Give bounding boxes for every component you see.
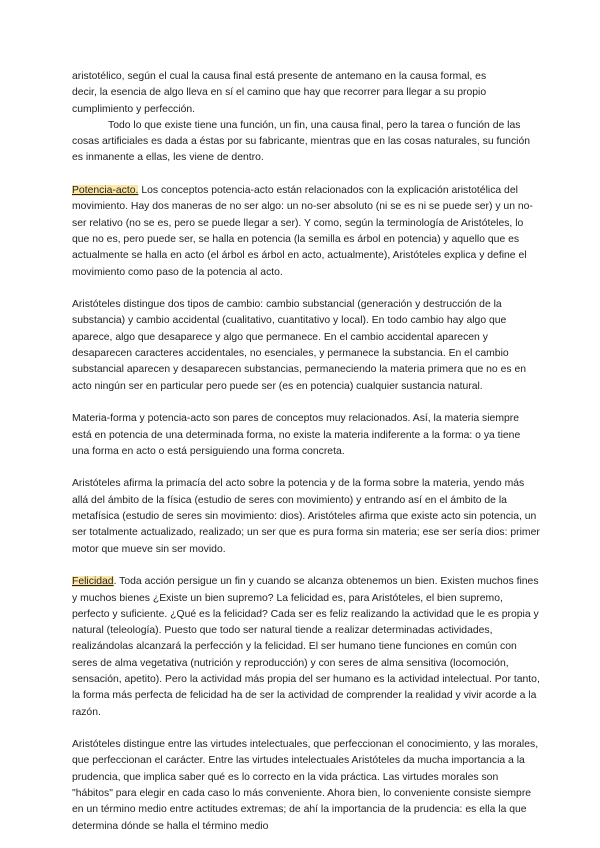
paragraph-function: Todo lo que existe tiene una función, un fin, una causa final, pero la tarea o función de las cosas artificiales es dada a éstas por su fabricante, mientras que en las cosas naturales, su función es inmanente a ellas, les viene de dentro. xyxy=(72,119,531,164)
text-line: decir, la esencia de algo lleva en sí el camino que hay que recorrer para llegar a su propio xyxy=(72,87,487,99)
paragraph-materia-forma: Materia-forma y potencia-acto son pares de conceptos muy relacionados. Así, la materia siempre está en potencia de una determinada forma, no existe la materia indiferente a la forma: o ya tiene una forma en acto o está persiguiendo una forma concreta. xyxy=(72,413,521,457)
paragraph-tipos-de-cambio: Aristóteles distingue dos tipos de cambio: cambio substancial (generación y destrucción de la substancia) y cambio accidental (cualitativo, cuantitativo y local). En todo cambio hay algo que aparece, algo que desaparece y algo que permanece. En el cambio accidental aparecen y desaparecen caracteres accidentales, no esenciales, y permanece la substancia. En el cambio substancial aparecen y desaparecen substancias, permaneciendo la materia primera que no es en acto ningún ser en particular pero puede ser (es en potencia) cualquier sustancia natural. xyxy=(72,299,526,392)
paragraph-felicidad xyxy=(72,574,540,721)
section-heading-potencia-acto: Potencia-acto. xyxy=(72,185,139,197)
paragraph-potencia-acto xyxy=(72,183,540,281)
paragraph-teleology-end xyxy=(72,69,540,167)
section-heading-felicidad: Felicidad xyxy=(72,576,114,588)
text-line: aristotélico, según el cual la causa final está presente de antemano en la causa formal, es xyxy=(72,71,487,82)
paragraph-virtudes: Aristóteles distingue entre las virtudes intelectuales, que perfeccionan el conocimiento, y las morales, que perfeccionan el carácter. Entre las virtudes intelectuales Aristóteles da mucha importancia a la prudencia, que implica saber qué es lo correcto en la vida práctica. Las virtudes morales son "hábitos" para elegir en cada caso lo más conveniente. Ahora bien, lo conveniente consiste siempre en un término medio entre actitudes extremas; de ahí la importancia de la prudencia: es ella la que determina dónde se halla el término medio xyxy=(72,739,539,832)
paragraph-primacia-acto: Aristóteles afirma la primacía del acto sobre la potencia y de la forma sobre la materia, yendo más allá del ámbito de la física (estudio de seres con movimiento) y entrando así en el ámbito de la metafísica (estudio de seres sin movimiento: dios). Aristóteles afirma que existe acto sin potencia, un ser totalmente actualizado, realizado; un ser que es pura forma sin materia; ese ser sería dios: primer motor que mueve sin ser movido. xyxy=(72,478,540,555)
text-line: cumplimiento y perfección. xyxy=(72,103,196,115)
paragraph-text: . Toda acción persigue un fin y cuando se alcanza obtenemos un bien. Existen muchos fines y muchos bienes ¿Existe un bien supremo? La felicidad es, para Aristóteles, el bien supremo, perfecto y suficiente. ¿Qué es la felicidad? Cada ser es feliz realizando la actividad que le es propia y natural (teleología). Puesto que todo ser natural tiende a realizar determinadas actividades, realizándolas alcanzará la perfección y la felicidad. El ser humano tiene funciones en común con seres de alma vegetativa (nutrición y reproducción) y con seres de alma sensitiva (locomoción, sensación, apetito). Pero la actividad más propia del ser humano es la actividad intelectual. Por tanto, la forma más perfecta de felicidad ha de ser la actividad de comprender la realidad y vivir acorde a la razón. xyxy=(72,576,540,718)
paragraph-text: Los conceptos potencia-acto están relacionados con la explicación aristotélica del movimiento. Hay dos maneras de no ser algo: un no-ser absoluto (ni se es ni se puede ser) y un no-ser relativo (no se es, pero se puede llegar a ser). Y como, según la terminología de Aristóteles, lo que no es, pero puede ser, se halla en potencia (la semilla es árbol en potencia) y aquello que es actualmente se halla en acto (el árbol es árbol en acto, actualmente), Aristóteles explica y define el movimiento como paso de la potencia al acto. xyxy=(72,185,533,278)
